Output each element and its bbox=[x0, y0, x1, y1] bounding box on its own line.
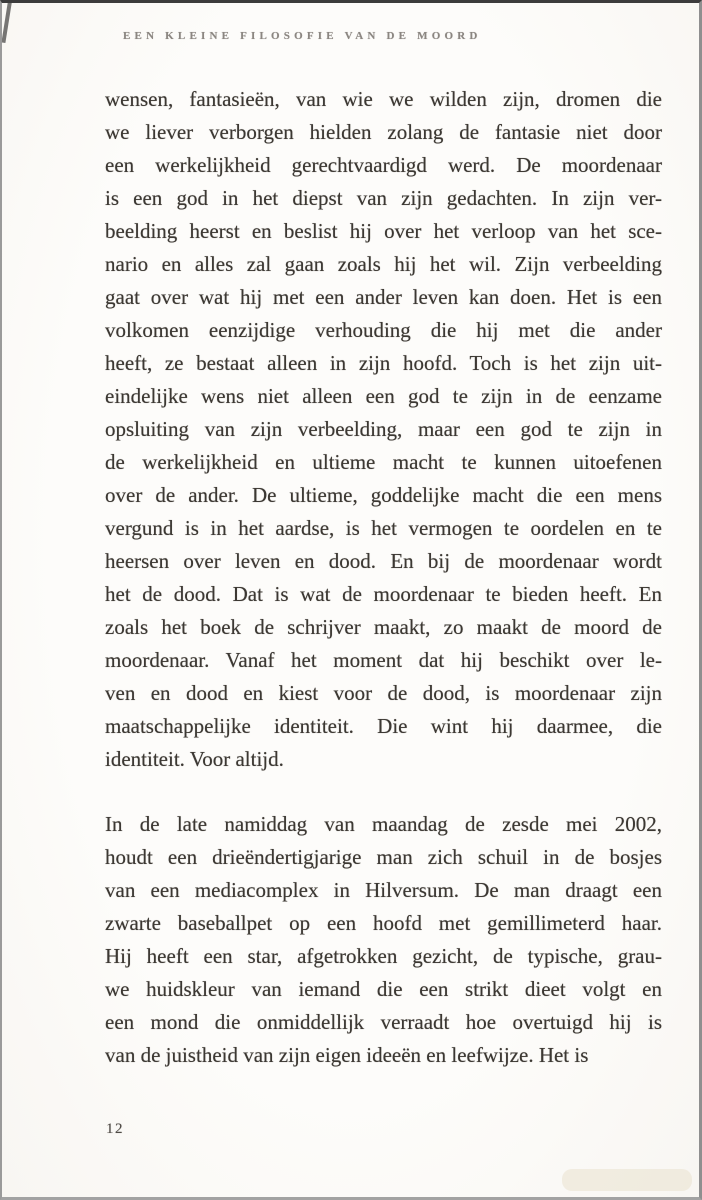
text-line: zoals het boek de schrijver maakt, zo maakt de moord de bbox=[105, 615, 662, 639]
text-line: wensen, fantasieën, van wie we wilden zijn, dromen die bbox=[105, 87, 662, 111]
text-line: ven en dood en kiest voor de dood, is moordenaar zijn bbox=[105, 681, 662, 705]
text-line: moordenaar. Vanaf het moment dat hij beschikt over le- bbox=[105, 648, 662, 672]
text-line: nario en alles zal gaan zoals hij het wil. Zijn verbeelding bbox=[105, 252, 662, 276]
running-header: EEN KLEINE FILOSOFIE VAN DE MOORD bbox=[123, 30, 482, 42]
scan-smudge-artifact bbox=[562, 1169, 692, 1191]
text-line: In de late namiddag van maandag de zesde mei 2002, bbox=[105, 812, 662, 836]
text-line: is een god in het diepst van zijn gedachten. In zijn ver- bbox=[105, 186, 662, 210]
scan-corner-artifact bbox=[1, 0, 12, 43]
text-line: gaat over wat hij met een ander leven kan doen. Het is een bbox=[105, 285, 662, 309]
text-line: maatschappelijke identiteit. Die wint hij daarmee, die bbox=[105, 714, 662, 738]
text-line: heersen over leven en dood. En bij de moordenaar wordt bbox=[105, 549, 662, 573]
text-line: opsluiting van zijn verbeelding, maar een god te zijn in bbox=[105, 417, 662, 441]
text-line: we liever verborgen hielden zolang de fantasie niet door bbox=[105, 120, 662, 144]
text-line: Hij heeft een star, afgetrokken gezicht, de typische, grau- bbox=[105, 944, 662, 968]
text-body bbox=[105, 83, 662, 1072]
text-line: over de ander. De ultieme, goddelijke macht die een mens bbox=[105, 483, 662, 507]
paragraph bbox=[105, 808, 662, 1072]
text-line: beelding heerst en beslist hij over het verloop van het sce- bbox=[105, 219, 662, 243]
text-line: houdt een drieëndertigjarige man zich schuil in de bosjes bbox=[105, 845, 662, 869]
text-line: we huidskleur van iemand die een strikt dieet volgt en bbox=[105, 977, 662, 1001]
paragraph bbox=[105, 83, 662, 776]
page-number: 12 bbox=[106, 1121, 124, 1137]
text-line: een werkelijkheid gerechtvaardigd werd. De moordenaar bbox=[105, 153, 662, 177]
text-line: van de juistheid van zijn eigen ideeën en leefwijze. Het is bbox=[105, 1043, 589, 1067]
text-line: de werkelijkheid en ultieme macht te kunnen uitoefenen bbox=[105, 450, 662, 474]
text-line: het de dood. Dat is wat de moordenaar te bieden heeft. En bbox=[105, 582, 662, 606]
text-line: identiteit. Voor altijd. bbox=[105, 747, 284, 771]
text-line: zwarte baseballpet op een hoofd met gemillimeterd haar. bbox=[105, 911, 662, 935]
text-line: van een mediacomplex in Hilversum. De man draagt een bbox=[105, 878, 662, 902]
text-line: een mond die onmiddellijk verraadt hoe overtuigd hij is bbox=[105, 1010, 662, 1034]
text-line: heeft, ze bestaat alleen in zijn hoofd. Toch is het zijn uit- bbox=[105, 351, 662, 375]
text-line: volkomen eenzijdige verhouding die hij met die ander bbox=[105, 318, 662, 342]
text-line: vergund is in het aardse, is het vermogen te oordelen en te bbox=[105, 516, 662, 540]
text-line: eindelijke wens niet alleen een god te zijn in de eenzame bbox=[105, 384, 662, 408]
